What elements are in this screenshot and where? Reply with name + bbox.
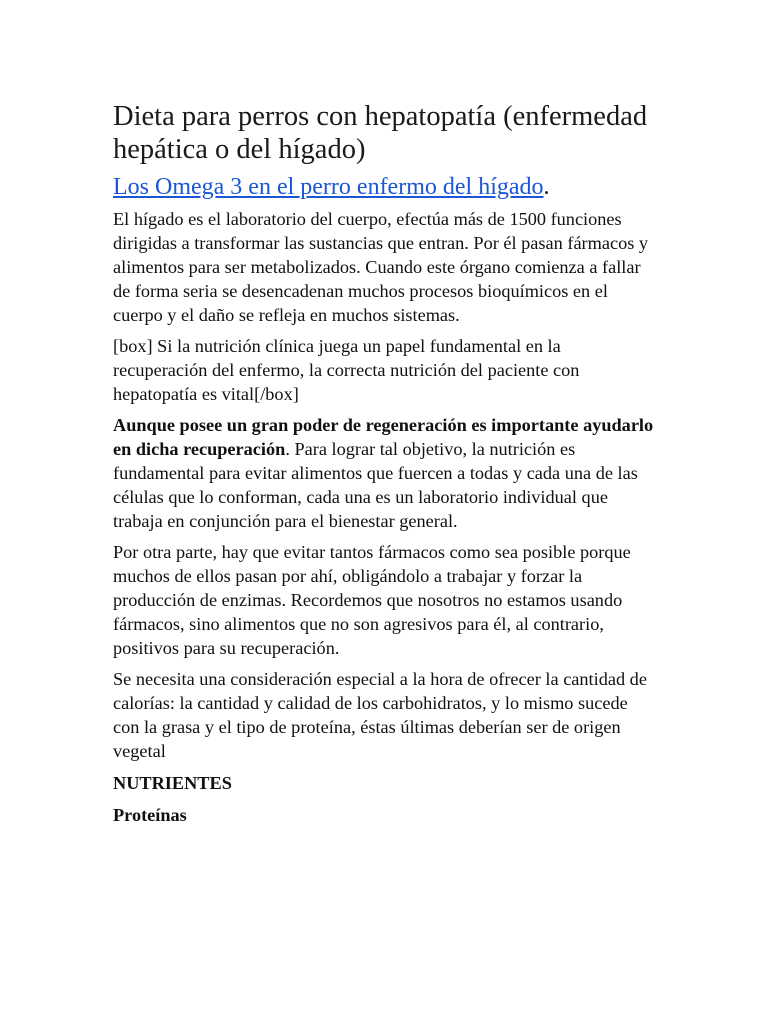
omega3-article-link[interactable]: Los Omega 3 en el perro enfermo del hígado	[113, 174, 544, 200]
document-page	[113, 100, 658, 827]
section-heading-nutrientes: NUTRIENTES	[113, 773, 232, 793]
regeneration-rest-text: . Para lograr tal objetivo, la nutrición es fundamental para evitar alimentos que fuercen a todas y cada una de las células que lo conforman, cada una es un laboratorio individual que trabaja en conjunción para el bienestar general.	[113, 439, 638, 531]
regeneration-bold-text: Aunque posee un gran poder de regeneración es importante ayudarlo en dicha recuperación	[113, 415, 654, 459]
paragraph-drugs: Por otra parte, hay que evitar tantos fármacos como sea posible porque muchos de ellos pasan por ahí, obligándolo a trabajar y forzar la producción de enzimas. Recordemos que nosotros no estamos usando fármacos, sino alimentos que no son agresivos para él, al contrario, positivos para su recuperación.	[113, 542, 631, 658]
paragraph-box-note: [box] Si la nutrición clínica juega un papel fundamental en la recuperación del enfermo, la correcta nutrición del paciente con hepatopatía es vital[/box]	[113, 336, 580, 404]
omega3-link-line	[113, 173, 658, 202]
paragraph-regeneration	[113, 413, 658, 533]
subsection-heading-proteinas: Proteínas	[113, 805, 187, 825]
page-title: Dieta para perros con hepatopatía (enfermedad hepática o del hígado)	[113, 101, 648, 165]
paragraph-calories: Se necesita una consideración especial a la hora de ofrecer la cantidad de calorías: la cantidad y calidad de los carbohidratos, y lo mismo sucede con la grasa y el tipo de proteína, éstas últimas deberían ser de origen vegetal	[113, 669, 647, 761]
paragraph-liver-intro: El hígado es el laboratorio del cuerpo, efectúa más de 1500 funciones dirigidas a transformar las sustancias que entran. Por él pasan fármacos y alimentos para ser metabolizados. Cuando este órgano comienza a fallar de forma seria se desencadenan muchos procesos bioquímicos en el cuerpo y el daño se refleja en muchos sistemas.	[113, 209, 649, 325]
link-suffix: .	[543, 174, 550, 200]
